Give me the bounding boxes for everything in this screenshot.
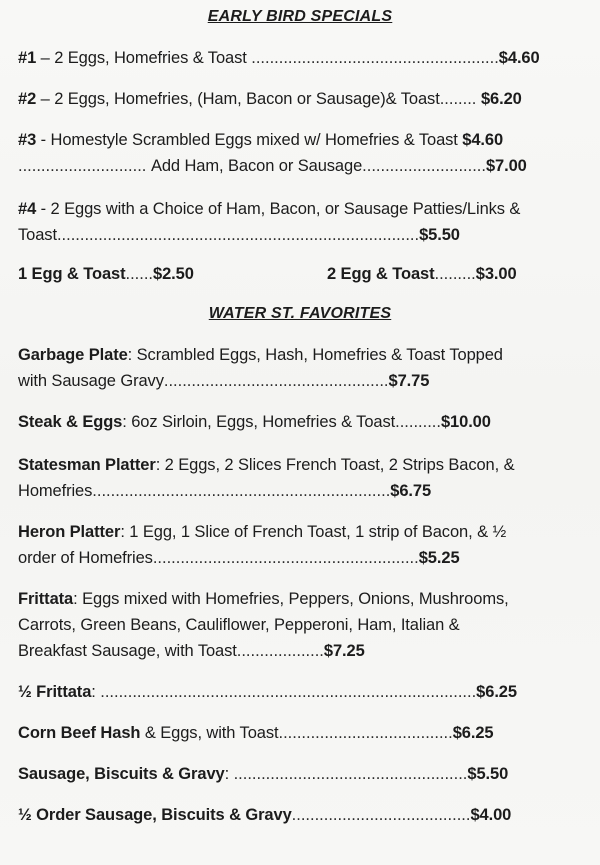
menu-item-4-line2: Toast...............................................................................$5.50 [18,226,460,244]
item-price: $7.25 [323,642,365,660]
menu-item-sausage-biscuits-gravy: Sausage, Biscuits & Gravy: ...................................................$5.50 [18,765,509,783]
item-price: $4.00 [470,806,512,824]
menu-item-1: #1 – 2 Eggs, Homefries & Toast ......................................................$4.60 [18,49,540,67]
item-name: #2 [18,90,37,108]
menu-item-corn-beef-hash: Corn Beef Hash & Eggs, with Toast......................................$6.25 [18,724,494,742]
item-desc: Homestyle Scrambled Eggs mixed w/ Homefries & Toast [50,131,463,149]
item-price: $4.60 [462,131,504,149]
section-heading-early-bird: EARLY BIRD SPECIALS [207,8,393,25]
item-name: Garbage Plate [18,346,128,364]
extra-1-egg-toast: 1 Egg & Toast......$2.50 [18,265,194,283]
item-name: Statesman Platter [18,456,156,474]
menu-item-half-frittata: ½ Frittata: ..................................................................................$6.25 [18,683,517,701]
item-price: $6.25 [476,683,517,701]
item-desc: Add Ham, Bacon or Sausage [150,157,363,175]
item-name: 2 Egg & Toast [327,265,435,283]
menu-item-4: #4 - 2 Eggs with a Choice of Ham, Bacon, or Sausage Patties/Links & [18,200,521,218]
menu-item-frittata-line3: Breakfast Sausage, with Toast...................$7.25 [18,642,365,660]
item-name: Sausage, Biscuits & Gravy [18,765,225,783]
item-desc: 2 Eggs, Homefries & Toast [54,49,252,67]
item-price: $6.25 [452,724,494,742]
item-desc: : Scrambled Eggs, Hash, Homefries & Toast Topped [127,346,503,364]
menu-item-frittata [18,590,509,609]
menu-item-steak-eggs: Steak & Eggs: 6oz Sirloin, Eggs, Homefries & Toast..........$10.00 [18,413,491,431]
menu-item-garbage-plate-line2: with Sausage Gravy.................................................$7.75 [18,372,430,390]
item-name: #3 [18,131,37,149]
item-desc: : 6oz Sirloin, Eggs, Homefries & Toast [122,413,396,431]
item-desc: : Eggs mixed with Homefries, Peppers, Onions, Mushrooms, [73,590,509,608]
menu-item-2: #2 – 2 Eggs, Homefries, (Ham, Bacon or Sausage)& Toast........ $6.20 [18,90,522,108]
item-price: $4.60 [498,49,540,67]
item-price: $5.50 [419,226,460,244]
item-name: Heron Platter [18,523,121,541]
item-desc: & Eggs, with Toast [140,724,279,742]
item-name: #1 [18,49,37,67]
item-desc: : 1 Egg, 1 Slice of French Toast, 1 strip of Bacon, & ½ [120,523,507,541]
item-price: $3.00 [475,265,517,283]
menu-item-3: #3 - Homestyle Scrambled Eggs mixed w/ Homefries & Toast $4.60 [18,131,504,149]
item-price: $6.20 [480,90,522,108]
item-desc: 2 Eggs, Homefries, (Ham, Bacon or Sausage)& Toast [54,90,440,108]
item-name: Steak & Eggs [18,413,123,431]
section-heading-water-st: WATER ST. FAVORITES [208,305,392,322]
item-price: $5.50 [467,765,509,783]
item-name: Corn Beef Hash [18,724,141,742]
menu-item-frittata-line2: Carrots, Green Beans, Cauliflower, Pepperoni, Ham, Italian & [18,616,460,634]
item-price: $7.00 [485,157,527,175]
item-name: ½ Frittata [18,683,92,701]
menu-item-3-addon: ............................ Add Ham, Bacon or Sausage...........................$7.00 [18,157,527,175]
item-name: 1 Egg & Toast [18,265,126,283]
menu-item-half-sausage-biscuits-gravy: ½ Order Sausage, Biscuits & Gravy.......................................$4.00 [18,806,512,824]
menu-item-statesman-platter-line2: Homefries.................................................................$6.75 [18,482,432,500]
extra-2-egg-toast: 2 Egg & Toast.........$3.00 [327,265,517,283]
item-name: Frittata [18,590,74,608]
item-desc: : 2 Eggs, 2 Slices French Toast, 2 Strips Bacon, & [155,456,515,474]
item-price: $7.75 [388,372,430,390]
item-price: $5.25 [418,549,460,567]
item-desc: 2 Eggs with a Choice of Ham, Bacon, or Sausage Patties/Links & [50,200,521,218]
item-name: ½ Order Sausage, Biscuits & Gravy [18,806,292,824]
menu-item-heron-platter [18,523,506,542]
menu-item-statesman-platter [18,456,515,475]
menu-item-garbage-plate [18,346,503,365]
menu-item-heron-platter-line2: order of Homefries..........................................................$5.25 [18,549,460,567]
item-price: $10.00 [440,413,491,431]
item-name: #4 [18,200,37,218]
item-price: $2.50 [153,265,194,283]
item-price: $6.75 [390,482,432,500]
